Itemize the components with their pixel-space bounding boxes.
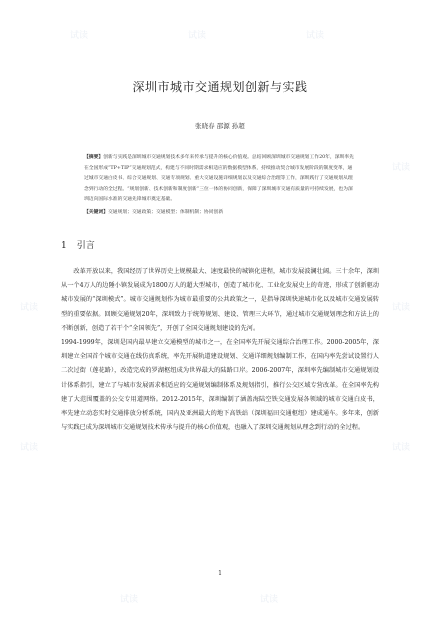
section-title: 引言 bbox=[76, 241, 95, 251]
keywords-paragraph bbox=[84, 207, 356, 219]
watermark-text: 试读 bbox=[392, 443, 411, 453]
body-paragraph-2: 1994-1999年，深圳是国内最早建立交通模型的城市之一，在全国率先开展交通综合治理工作。2000-2005年，深圳建立全国首个城市交通在线仿真系统，率先开展轨道建设规划、交通详细规划编制工作，在国内率先尝试设置行人二次过街（莲花路），改造完成的罗湖枢纽成为世界最大的陆路口岸。2006-2007年，深圳率先编制城市交通规划设计体系指引，建立了与城市发展需求相适应的交通规划编制体系及规划指引，推行公交区域专营改革。在全国率先构建了大范围覆盖的公交专用道网络。2012-2015年，深圳编制了涵盖海陆空铁交通发展各领域的城市交通白皮书，率先建立动态实时交通排放分析系统，国内及亚洲最大的地下高铁站（深圳福田交通枢纽）建成通车。多年来，创新与实践已成为深圳城市交通规划技术传承与提升的核心价值观，也融入了深圳交通规划从理念到行动的全过程。 bbox=[61, 339, 379, 432]
body-text bbox=[61, 265, 379, 435]
paper-title: 深圳市城市交通规划创新与实践 bbox=[132, 80, 308, 94]
watermark-text: 试读 bbox=[188, 31, 207, 41]
abstract-paragraph bbox=[84, 152, 356, 206]
watermark-text: 试读 bbox=[20, 303, 39, 313]
page-number: 1 bbox=[218, 570, 222, 577]
watermark-text: 试读 bbox=[392, 303, 411, 313]
watermark-text: 试读 bbox=[120, 595, 139, 605]
watermark-text: 试读 bbox=[20, 443, 39, 453]
section-heading bbox=[61, 238, 95, 251]
paper-authors: 张晓春 邵源 孙超 bbox=[195, 122, 245, 130]
body-paragraph-1: 改革开放以来，我国经历了世界历史上规模最大、速度最快的城镇化进程，城市发展波澜壮阔。三十余年，深圳从一个4万人的边陲小镇发展成为1800万人的超大型城市，创造了城市化、工业化发展史上的奇迹，形成了创新驱动城市发展的“深圳模式”。城市交通规划作为城市最重要的公共政策之一，是指导深圳快速城市化以及城市交通发展转型的重要依据。回顾交通规划20年，深圳致力于统筹规划、建设、管理三大环节，通过城市交通规划理念和方法上的不断创新，创造了若干个“全国领先”，开创了全国交通规划建设的先河。 bbox=[61, 268, 379, 332]
watermark-text: 试读 bbox=[392, 163, 411, 173]
watermark-text: 试读 bbox=[306, 31, 325, 41]
watermark-text: 试读 bbox=[260, 595, 279, 605]
keywords-text: 交通规划；交通政策；交通模型；体制机制；协同创新 bbox=[108, 209, 224, 215]
abstract-text: 创新与实践是深圳城市交通规划技术多年来传承与提升的核心价值观。总结回顾深圳城市交通规划工作20年，深圳率先在全国形成“TP+TIP”交通规划范式，构建与不同时期需求相适应的数据模型体系，持续推动契合城市发展阶段的制度变革，通过城市交通白皮书、综合交通规划、交通专项规划、重大交通设施详细规划以及交通综合治理等工作，深圳践行了交通规划从理念到行动的全过程。“规划创新、技术创新和制度创新”三位一体的协同创新，保障了深圳城市交通有质量的可持续发展，也为深圳迈向国际水准的交通先锋城市奠定基础。 bbox=[84, 155, 354, 203]
watermark-text: 试读 bbox=[70, 31, 89, 41]
abstract-label: 【摘要】 bbox=[84, 154, 104, 160]
abstract-block bbox=[84, 152, 356, 219]
section-number: 1 bbox=[61, 241, 67, 251]
keywords-label: 【关键词】 bbox=[84, 208, 108, 215]
